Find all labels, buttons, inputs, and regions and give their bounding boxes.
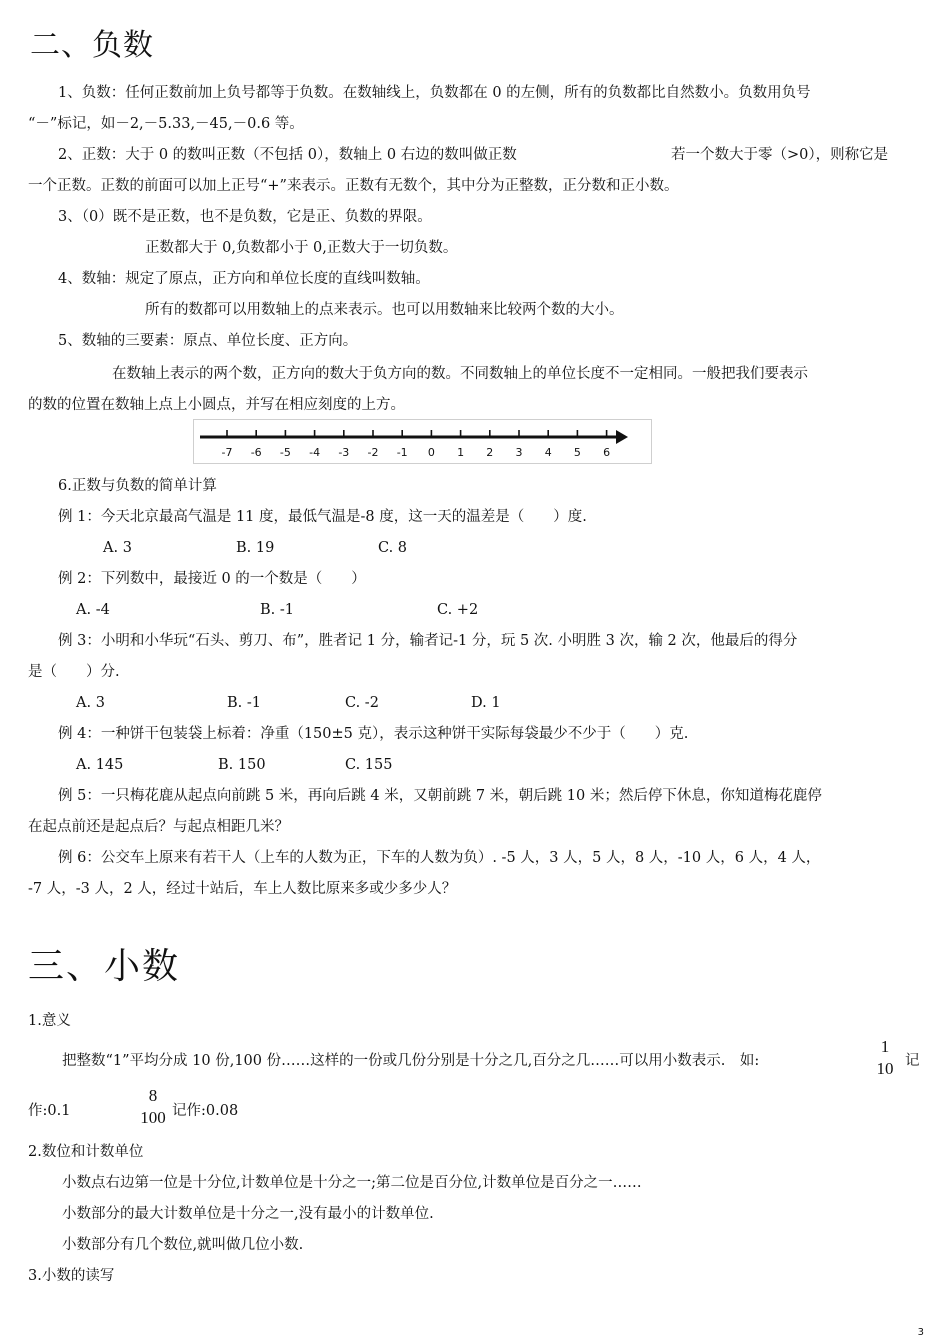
example-3-line-2: 是（ ）分.	[28, 664, 120, 680]
number-line-label: 4	[544, 446, 552, 459]
paragraph-5: 5、数轴的三要素：原点、单位长度、正方向。	[58, 333, 358, 349]
fraction-eight-hundredths-denominator: 100	[140, 1108, 166, 1127]
example-3-line-1: 例 3：小明和小华玩“石头、剪刀、布”，胜者记 1 分，输者记-1 分，玩 5 次. 小明胜 3 次，输 2 次，他最后的得分	[58, 633, 798, 649]
number-line-figure	[193, 419, 652, 464]
paragraph-1-line-2: “－”标记，如－2,－5.33,－45,－0.6 等。	[28, 116, 304, 132]
number-line-label: 0	[427, 446, 435, 459]
number-line-label: -4	[309, 446, 321, 459]
number-line-label: -1	[396, 446, 408, 459]
example-3-option-b: B. -1	[227, 695, 261, 711]
example-5-line-2: 在起点前还是起点后？与起点相距几米？	[28, 819, 289, 835]
example-2-option-a: A. -4	[76, 602, 110, 618]
decimals-zuo: 作:0.1	[28, 1103, 71, 1119]
decimals-ji: 记	[905, 1053, 920, 1069]
example-1-option-b: B. 19	[236, 540, 275, 556]
example-6-line-2: -7 人，-3 人，2 人，经过十站后，车上人数比原来多或少多少人？	[28, 881, 457, 897]
decimals-zuo2: 记作:0.08	[172, 1103, 239, 1119]
paragraph-5b: 在数轴上表示的两个数，正方向的数大于负方向的数。不同数轴上的单位长度不一定相同。一般把我们要表示	[112, 366, 808, 382]
example-1: 例 1：今天北京最高气温是 11 度，最低气温是-8 度，这一天的温差是（ ）度.	[58, 509, 587, 525]
decimals-heading-1: 1.意义	[28, 1013, 71, 1029]
number-line-label: 3	[515, 446, 523, 459]
example-3-option-d: D. 1	[471, 695, 501, 711]
number-line-label: -7	[221, 446, 233, 459]
example-1-option-c: C. 8	[378, 540, 408, 556]
fraction-eight-hundredths-numerator: 8	[148, 1086, 158, 1105]
example-6-line-1: 例 6：公交车上原来有若干人（上车的人数为正，下车的人数为负）. -5 人，3 人，5 人，8 人，-10 人，6 人，4 人，	[58, 850, 821, 866]
example-2-option-c: C. +2	[437, 602, 479, 618]
example-2: 例 2：下列数中，最接近 0 的一个数是（ ）	[58, 571, 366, 587]
section-title-decimals: 三、小数	[28, 946, 181, 987]
section-6-heading: 6.正数与负数的简单计算	[58, 478, 217, 494]
example-1-option-a: A. 3	[103, 540, 132, 556]
fraction-one-tenth-numerator: 1	[880, 1037, 890, 1056]
number-line-label: -6	[250, 446, 262, 459]
section-title-negative-numbers: 二、负数	[30, 28, 154, 63]
number-line-label: 2	[486, 446, 494, 459]
fraction-one-tenth	[870, 1036, 900, 1080]
decimals-heading-2: 2.数位和计数单位	[28, 1144, 144, 1160]
fraction-eight-hundredths	[136, 1085, 170, 1129]
paragraph-2-line-1: 2、正数：大于 0 的数叫正数（不包括 0），数轴上 0 右边的数叫做正数	[58, 147, 517, 163]
paragraph-4: 4、数轴：规定了原点，正方向和单位长度的直线叫数轴。	[58, 271, 430, 287]
number-line-arrow	[616, 430, 628, 444]
number-line-label: 5	[573, 446, 581, 459]
decimals-heading-3: 3.小数的读写	[28, 1268, 115, 1284]
number-line-label: 6	[603, 446, 611, 459]
paragraph-5c: 的数的位置在数轴上点上小圆点，并写在相应刻度的上方。	[28, 397, 405, 413]
number-line-label: -5	[279, 446, 291, 459]
number-line-label: -3	[338, 446, 350, 459]
number-line-label: -2	[367, 446, 379, 459]
decimals-place-text-3: 小数部分有几个数位,就叫做几位小数.	[62, 1237, 304, 1253]
fraction-one-tenth-denominator: 10	[876, 1059, 894, 1078]
page-number: 3	[917, 1327, 924, 1338]
paragraph-4b: 所有的数都可以用数轴上的点来表示。也可以用数轴来比较两个数的大小。	[145, 302, 624, 318]
example-4: 例 4：一种饼干包装袋上标着：净重（150±5 克），表示这种饼干实际每袋最少不少于（ ）克.	[58, 726, 689, 742]
number-line-label: 1	[457, 446, 465, 459]
example-4-option-a: A. 145	[76, 757, 124, 773]
decimals-place-text-2: 小数部分的最大计数单位是十分之一,没有最小的计数单位.	[62, 1206, 434, 1222]
example-4-option-b: B. 150	[218, 757, 266, 773]
paragraph-1-line-1: 1、负数：任何正数前加上负号都等于负数。在数轴线上，负数都在 0 的左侧，所有的负数都比自然数小。负数用负号	[58, 85, 811, 101]
number-line-labels	[222, 446, 611, 459]
number-line-svg	[194, 420, 651, 463]
paragraph-2-line-2: 一个正数。正数的前面可以加上正号“+”来表示。正数有无数个，其中分为正整数，正分数和正小数。	[28, 178, 679, 194]
example-4-option-c: C. 155	[345, 757, 393, 773]
example-3-option-a: A. 3	[76, 695, 105, 711]
example-5-line-1: 例 5：一只梅花鹿从起点向前跳 5 米，再向后跳 4 米，又朝前跳 7 米，朝后跳 10 米；然后停下休息，你知道梅花鹿停	[58, 788, 822, 804]
example-2-option-b: B. -1	[260, 602, 294, 618]
paragraph-3: 3、（0）既不是正数，也不是负数，它是正、负数的界限。	[58, 209, 432, 225]
paragraph-2-line-1b: 若一个数大于零（>0），则称它是	[671, 147, 889, 163]
paragraph-3b: 正数都大于 0,负数都小于 0,正数大于一切负数。	[145, 240, 458, 256]
decimals-place-text-1: 小数点右边第一位是十分位,计数单位是十分之一;第二位是百分位,计数单位是百分之一……	[62, 1175, 642, 1191]
decimals-meaning-text: 把整数“1”平均分成 10 份,100 份……这样的一份或几份分别是十分之几,百分之几……可以用小数表示. 如:	[62, 1053, 760, 1069]
example-3-option-c: C. -2	[345, 695, 379, 711]
